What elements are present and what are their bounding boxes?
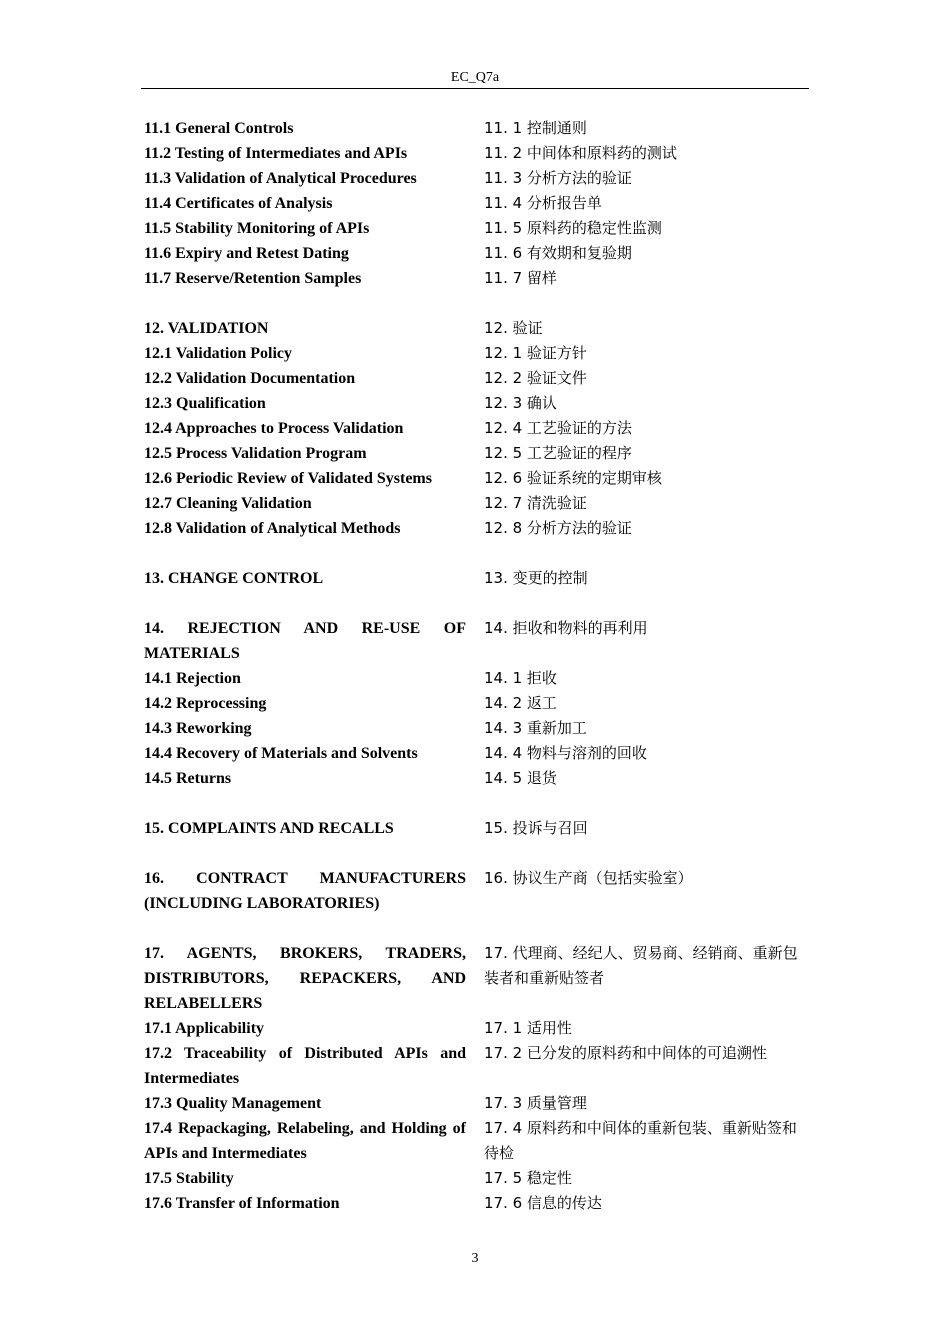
toc-row: [144, 691, 809, 716]
toc-entry-en: 13. CHANGE CONTROL: [144, 570, 324, 587]
toc-entry-en: 11.6 Expiry and Retest Dating: [144, 245, 349, 262]
toc-row: [144, 516, 809, 541]
toc-entry-en: 17. AGENTS, BROKERS, TRADERS, DISTRIBUTORS, REPACKERS, AND RELABELLERS: [144, 945, 466, 1012]
toc-row: [144, 941, 809, 1016]
toc-entry-en: 17.3 Quality Management: [144, 1095, 322, 1112]
toc-row: [144, 441, 809, 466]
toc-entry-zh: 17. 4 原料药和中间体的重新包装、重新贴签和待检: [484, 1119, 797, 1162]
section-gap: [144, 291, 809, 316]
toc-entry-zh: 14. 1 拒收: [484, 669, 557, 687]
toc-entry-zh: 17. 6 信息的传达: [484, 1194, 602, 1212]
toc-entry-en: 14.5 Returns: [144, 770, 232, 787]
toc-entry-zh: 15. 投诉与召回: [484, 819, 588, 837]
toc-row: [144, 616, 809, 666]
toc-entry-en: 12.6 Periodic Review of Validated Systems: [144, 470, 432, 487]
toc-entry-zh: 12. 7 清洗验证: [484, 494, 587, 512]
table-of-contents: [144, 116, 809, 1216]
toc-entry-zh: 14. 拒收和物料的再利用: [484, 619, 648, 637]
section-gap: [144, 791, 809, 816]
toc-entry-zh: 17. 代理商、经纪人、贸易商、经销商、重新包装者和重新贴签者: [484, 944, 798, 987]
toc-row: [144, 341, 809, 366]
toc-entry-en: 17.1 Applicability: [144, 1020, 265, 1037]
toc-entry-zh: 12. 3 确认: [484, 394, 557, 412]
toc-entry-zh: 12. 验证: [484, 319, 543, 337]
toc-entry-en: 14.2 Reprocessing: [144, 695, 267, 712]
toc-entry-en: 12.2 Validation Documentation: [144, 370, 356, 387]
toc-row: [144, 741, 809, 766]
toc-entry-zh: 11. 5 原料药的稳定性监测: [484, 219, 662, 237]
toc-entry-zh: 12. 6 验证系统的定期审核: [484, 469, 662, 487]
section-gap: [144, 841, 809, 866]
toc-entry-zh: 11. 3 分析方法的验证: [484, 169, 632, 187]
toc-entry-en: 17.5 Stability: [144, 1170, 234, 1187]
toc-entry-en: 11.7 Reserve/Retention Samples: [144, 270, 362, 287]
section-gap: [144, 541, 809, 566]
toc-row: [144, 166, 809, 191]
toc-entry-en: 15. COMPLAINTS AND RECALLS: [144, 820, 394, 837]
toc-row: [144, 1191, 809, 1216]
toc-entry-zh: 14. 5 退货: [484, 769, 557, 787]
toc-row: [144, 366, 809, 391]
toc-entry-en: 17.6 Transfer of Information: [144, 1195, 340, 1212]
toc-entry-en: 12.4 Approaches to Process Validation: [144, 420, 404, 437]
toc-row: [144, 216, 809, 241]
toc-entry-zh: 14. 2 返工: [484, 694, 557, 712]
toc-entry-zh: 12. 5 工艺验证的程序: [484, 444, 632, 462]
toc-entry-en: 11.4 Certificates of Analysis: [144, 195, 333, 212]
toc-entry-en: 11.5 Stability Monitoring of APIs: [144, 220, 370, 237]
toc-row: [144, 566, 809, 591]
toc-entry-zh: 12. 4 工艺验证的方法: [484, 419, 632, 437]
toc-entry-en: 12.8 Validation of Analytical Methods: [144, 520, 401, 537]
toc-row: [144, 191, 809, 216]
toc-row: [144, 391, 809, 416]
toc-entry-zh: 16. 协议生产商（包括实验室）: [484, 869, 693, 887]
toc-entry-en: 14.4 Recovery of Materials and Solvents: [144, 745, 418, 762]
toc-entry-zh: 17. 2 已分发的原料药和中间体的可追溯性: [484, 1044, 767, 1062]
toc-row: [144, 1166, 809, 1191]
toc-entry-en: 12.1 Validation Policy: [144, 345, 293, 362]
toc-entry-zh: 11. 1 控制通则: [484, 119, 587, 137]
toc-row: [144, 466, 809, 491]
toc-entry-en: 14.1 Rejection: [144, 670, 241, 687]
toc-entry-en: 14. REJECTION AND RE-USE OF MATERIALS: [144, 620, 466, 662]
toc-entry-en: 16. CONTRACT MANUFACTURERS (INCLUDING LABORATORIES): [144, 870, 466, 912]
toc-entry-en: 12.7 Cleaning Validation: [144, 495, 312, 512]
toc-entry-zh: 14. 3 重新加工: [484, 719, 587, 737]
toc-entry-zh: 11. 7 留样: [484, 269, 557, 287]
toc-entry-en: 12.5 Process Validation Program: [144, 445, 367, 462]
toc-entry-en: 17.4 Repackaging, Relabeling, and Holding of APIs and Intermediates: [144, 1120, 466, 1162]
toc-row: [144, 491, 809, 516]
toc-entry-en: 11.1 General Controls: [144, 120, 294, 137]
section-gap: [144, 916, 809, 941]
section-gap: [144, 591, 809, 616]
toc-entry-zh: 12. 8 分析方法的验证: [484, 519, 632, 537]
toc-entry-zh: 13. 变更的控制: [484, 569, 588, 587]
toc-entry-zh: 12. 2 验证文件: [484, 369, 587, 387]
toc-row: [144, 266, 809, 291]
toc-entry-en: 11.3 Validation of Analytical Procedures: [144, 170, 417, 187]
toc-entry-en: 17.2 Traceability of Distributed APIs and Intermediates: [144, 1045, 466, 1087]
toc-entry-zh: 17. 3 质量管理: [484, 1094, 587, 1112]
toc-row: [144, 866, 809, 916]
toc-entry-zh: 12. 1 验证方针: [484, 344, 587, 362]
toc-row: [144, 1116, 809, 1166]
toc-row: [144, 241, 809, 266]
toc-entry-en: 12. VALIDATION: [144, 320, 269, 337]
toc-row: [144, 316, 809, 341]
toc-entry-zh: 11. 2 中间体和原料药的测试: [484, 144, 677, 162]
toc-row: [144, 416, 809, 441]
toc-row: [144, 716, 809, 741]
toc-row: [144, 766, 809, 791]
toc-entry-en: 11.2 Testing of Intermediates and APIs: [144, 145, 408, 162]
page-header: [141, 70, 809, 89]
toc-row: [144, 666, 809, 691]
toc-row: [144, 1041, 809, 1091]
toc-entry-zh: 17. 1 适用性: [484, 1019, 572, 1037]
toc-row: [144, 1091, 809, 1116]
page-number-text: 3: [471, 1251, 479, 1266]
toc-entry-zh: 14. 4 物料与溶剂的回收: [484, 744, 647, 762]
header-title: EC_Q7a: [450, 70, 500, 85]
toc-row: [144, 816, 809, 841]
toc-entry-zh: 11. 6 有效期和复验期: [484, 244, 632, 262]
toc-entry-en: 12.3 Qualification: [144, 395, 266, 412]
toc-entry-zh: 17. 5 稳定性: [484, 1169, 572, 1187]
toc-entry-en: 14.3 Reworking: [144, 720, 252, 737]
toc-row: [144, 116, 809, 141]
page-number: [0, 1251, 950, 1267]
toc-entry-zh: 11. 4 分析报告单: [484, 194, 602, 212]
toc-row: [144, 141, 809, 166]
toc-row: [144, 1016, 809, 1041]
